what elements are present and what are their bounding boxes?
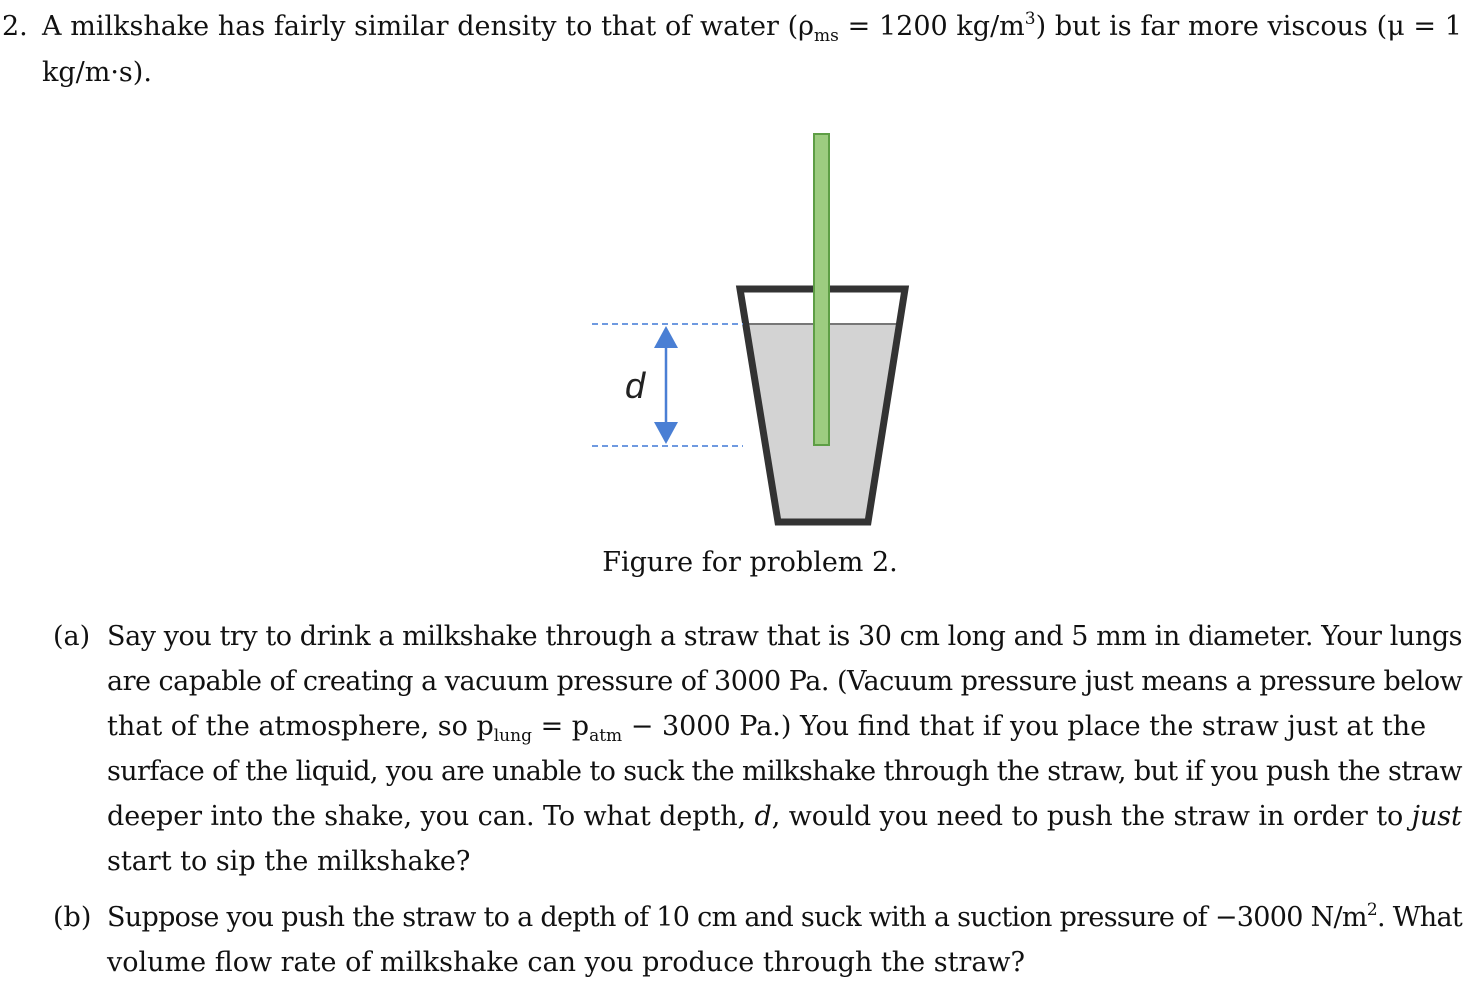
problem-number: 2. — [2, 11, 28, 42]
part-a-text4: surface of the liquid, you are unable to suck the milkshake through the straw, but if you push the straw — [107, 756, 1462, 787]
intro-equation: = 1200 kg/m — [847, 11, 1025, 42]
part-a-text3-post: − 3000 Pa.) You find that if you place the straw just at the — [630, 711, 1427, 742]
part-a-text1: Say you try to drink a milkshake through a straw that is 30 cm long and 5 mm in diameter. Your lungs — [107, 621, 1463, 652]
figure-caption: Figure for problem 2. — [602, 547, 898, 578]
part-a-line5 — [107, 800, 1462, 834]
straw — [814, 134, 829, 445]
part-a-line4 — [107, 755, 1462, 789]
intro-text: A milkshake has fairly similar density to that of water (ρ — [42, 11, 815, 42]
part-b-line1 — [107, 901, 1462, 935]
part-a-text5-pre: deeper into the shake, you can. To what depth, — [107, 801, 755, 832]
problem-intro-line1 — [42, 10, 1462, 44]
cubed-superscript: 3 — [1024, 9, 1036, 29]
part-b-text1-post: . What — [1376, 902, 1463, 933]
intro-rest: ) but is far more viscous (μ = 1 — [1035, 11, 1462, 42]
problem-intro-line2: kg/m·s). — [42, 57, 152, 88]
atm-subscript: atm — [589, 726, 623, 746]
depth-arrow-head-down — [654, 422, 678, 444]
depth-label-d: d — [625, 365, 646, 406]
part-a-text5-mid: , would you need to push the straw in order to — [771, 801, 1412, 832]
part-b-label: (b) — [53, 902, 92, 933]
part-a-line1 — [107, 620, 1462, 654]
rho-subscript: ms — [814, 26, 839, 46]
part-a-d-variable: d — [754, 801, 772, 832]
lung-subscript: lung — [493, 726, 532, 746]
part-a-text3-pre: that of the atmosphere, so p — [107, 711, 494, 742]
squared-superscript: 2 — [1366, 900, 1377, 920]
part-a-text2: are capable of creating a vacuum pressure of 3000 Pa. (Vacuum pressure just means a pressure below — [107, 666, 1463, 697]
part-b-line2: volume flow rate of milkshake can you produce through the straw? — [107, 947, 1026, 978]
part-a-just-emphasis: just — [1411, 801, 1462, 832]
part-a-line3 — [107, 710, 1462, 744]
part-a-line2 — [107, 665, 1462, 699]
part-a-text3-eq: = p — [540, 711, 590, 742]
part-a-line6: start to sip the milkshake? — [107, 846, 471, 877]
part-b-text1-pre: Suppose you push the straw to a depth of 10 cm and suck with a suction pressure of −3000 N/m — [107, 902, 1367, 933]
part-a-label: (a) — [53, 621, 91, 652]
milkshake-figure — [585, 128, 915, 530]
depth-arrow-head-up — [654, 326, 678, 348]
